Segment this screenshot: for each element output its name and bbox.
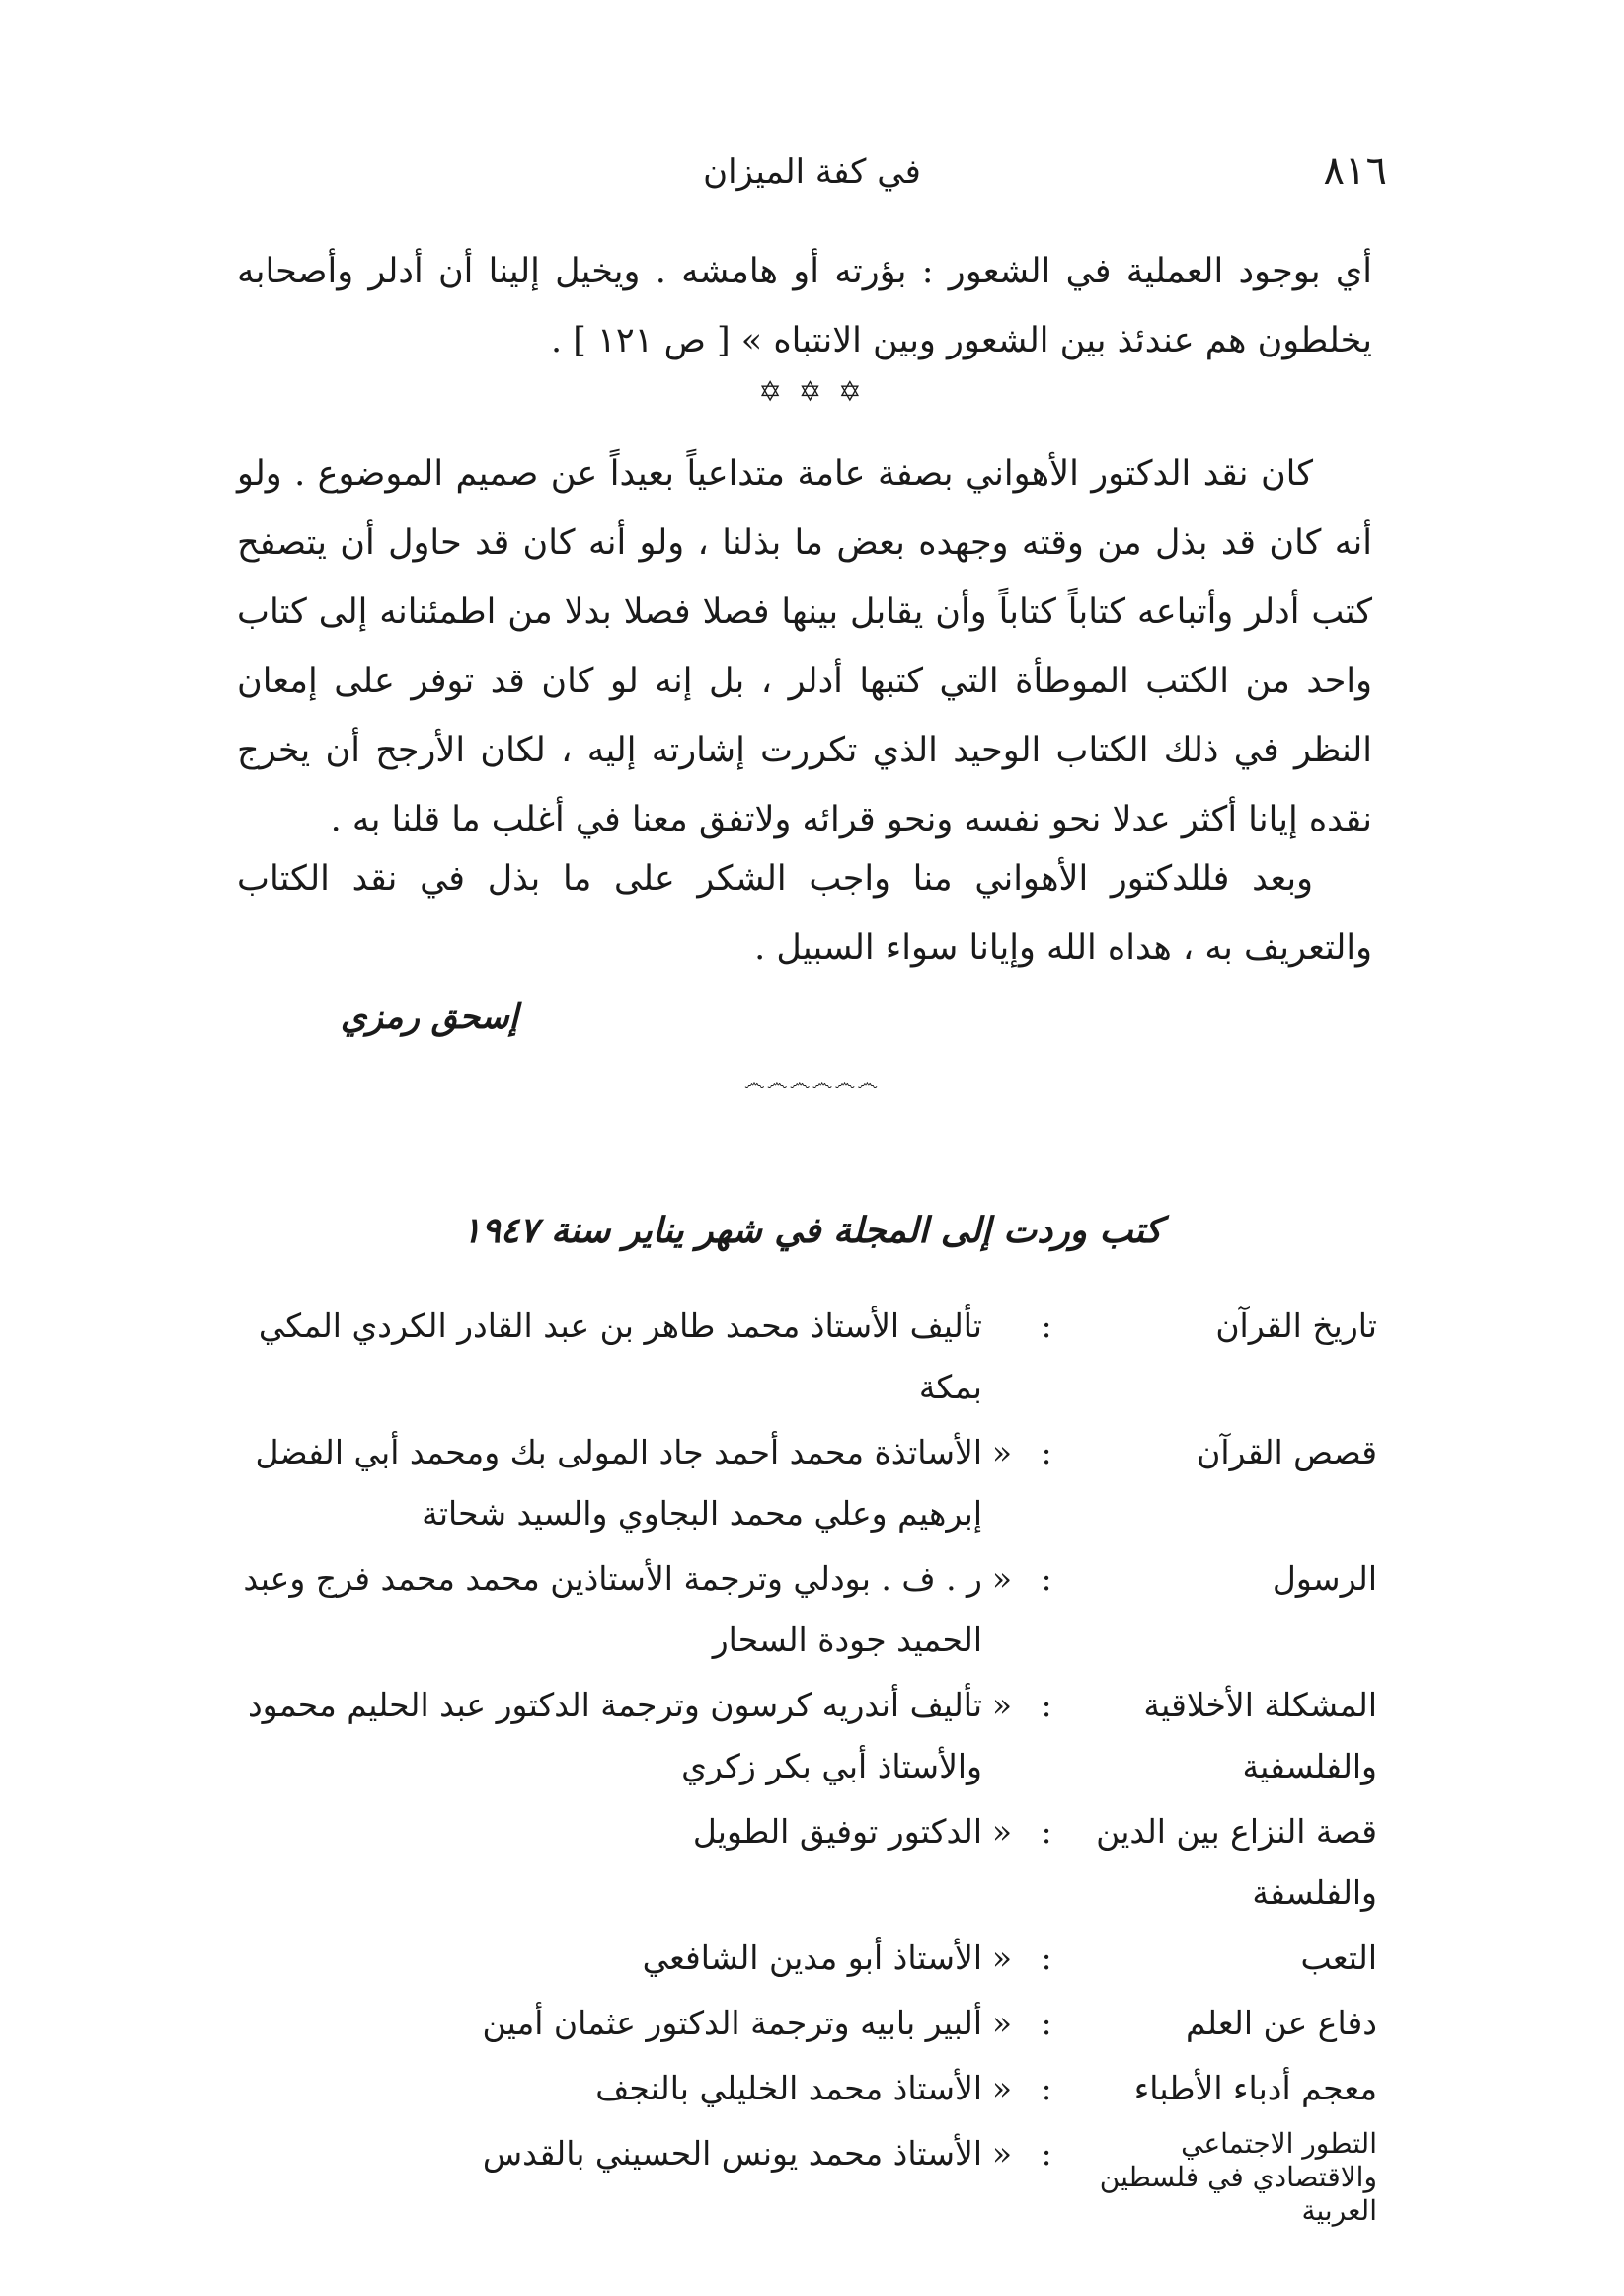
books-list-heading: كتب وردت إلى المجلة في شهر يناير سنة ١٩٤٧: [462, 1210, 1162, 1251]
book-title: دفاع عن العلم: [1185, 2004, 1377, 2042]
book-entry: [237, 1928, 1377, 1989]
book-entry: [237, 2058, 1377, 2119]
book-entry: [237, 1296, 1377, 1418]
book-colon: :: [1041, 1433, 1052, 1471]
book-ditto-mark: «: [991, 2004, 1013, 2042]
book-author: تأليف أندريه كرسون وترجمة الدكتور عبد الحليم محمود والأستاذ أبي بكر زكري: [247, 1686, 982, 1785]
book-author: ألبير بابيه وترجمة الدكتور عثمان أمين: [482, 2004, 982, 2042]
book-author: ر . ف . بودلي وترجمة الأستاذين محمد محمد فرج وعبد الحميد جودة السحار: [243, 1559, 982, 1659]
book-entry: [237, 1993, 1377, 2054]
paragraph-critique: كان نقد الدكتور الأهواني بصفة عامة متداعياً بعيداً عن صميم الموضوع . ولو أنه كان قد بذل من وقته وجهده بعض ما بذلنا ، ولو أنه كان قد حاول أن يتصفح كتب أدلر وأتباعه كتاباً كتاباً وأن يقابل بينها فصلا فصلا بدلا من اطمئنانه إلى كتاب واحد من الكتب الموطأة التي كتبها أدلر ، بل إنه لو كان قد توفر على إمعان النظر في ذلك الكتاب الوحيد الذي تكررت إشارته إليه ، لكان الأرجح أن يخرج نقده إيانا أكثر عدلا نحو نفسه ونحو قرائه ولاتفق معنا في أغلب ما قلنا به .: [237, 454, 1372, 839]
book-author: الدكتور توفيق الطويل: [692, 1812, 982, 1851]
book-author: الأستاذ محمد الخليلي بالنجف: [595, 2069, 982, 2107]
book-colon: :: [1041, 2069, 1052, 2107]
book-title: معجم أدباء الأطباء: [1133, 2069, 1377, 2107]
book-ditto-mark: «: [991, 1559, 1013, 1598]
books-list: [237, 1296, 1377, 2232]
book-title: المشكلة الأخلاقية والفلسفية: [1143, 1686, 1377, 1785]
book-colon: :: [1041, 2134, 1052, 2173]
book-ditto-mark: «: [991, 2134, 1013, 2173]
book-title: التعب: [1300, 1939, 1377, 1977]
page-header: [237, 148, 1387, 207]
book-title: التطور الاجتماعي والاقتصادي في فلسطين العربية: [1099, 2127, 1377, 2227]
book-ditto-mark: «: [991, 1433, 1013, 1471]
paragraph-closing: وبعد فللدكتور الأهواني منا واجب الشكر على ما بذل في نقد الكتاب والتعريف به ، هداه الله وإيانا سواء السبيل .: [237, 859, 1372, 968]
book-author: الأستاذ محمد يونس الحسيني بالقدس: [482, 2134, 982, 2173]
book-author: الأستاذ أبو مدين الشافعي: [642, 1939, 982, 1977]
book-title: قصة النزاع بين الدين والفلسفة: [1096, 1812, 1377, 1912]
ornament-divider: ෴෴෴෴෴෴: [743, 1071, 881, 1096]
section-stars-divider: ✡ ✡ ✡: [758, 375, 866, 408]
page-number: ٨١٦: [1323, 148, 1387, 194]
book-ditto-mark: «: [991, 1812, 1013, 1851]
book-entry: [237, 1422, 1377, 1544]
book-author: الأساتذة محمد أحمد جاد المولى بك ومحمد أبي الفضل إبرهيم وعلي محمد البجاوي والسيد شحاتة: [255, 1433, 982, 1533]
book-colon: :: [1041, 1686, 1052, 1724]
book-title: الرسول: [1272, 1559, 1377, 1598]
book-entry: [237, 1548, 1377, 1671]
book-colon: :: [1041, 1939, 1052, 1977]
book-colon: :: [1041, 1306, 1052, 1345]
paragraph-quote-end: أي بوجود العملية في الشعور : بؤرته أو هامشه . ويخيل إلينا أن أدلر وأصحابه يخلطون هم عندئذ بين الشعور وبين الانتباه » [ ص ١٢١ ] .: [237, 252, 1372, 360]
book-ditto-mark: «: [991, 2069, 1013, 2107]
book-colon: :: [1041, 1812, 1052, 1851]
author-signature: إسحق رمزي: [340, 997, 518, 1037]
book-colon: :: [1041, 1559, 1052, 1598]
book-entry: [237, 1801, 1377, 1924]
book-entry: [237, 1675, 1377, 1797]
book-ditto-mark: «: [991, 1686, 1013, 1724]
book-author: تأليف الأستاذ محمد طاهر بن عبد القادر الكردي المكي بمكة: [258, 1306, 982, 1406]
running-title: في كفة الميزان: [703, 152, 921, 192]
book-title: تاريخ القرآن: [1215, 1306, 1377, 1345]
book-entry: [237, 2123, 1377, 2228]
book-ditto-mark: «: [991, 1939, 1013, 1977]
book-title: قصص القرآن: [1197, 1433, 1377, 1471]
book-colon: :: [1041, 2004, 1052, 2042]
